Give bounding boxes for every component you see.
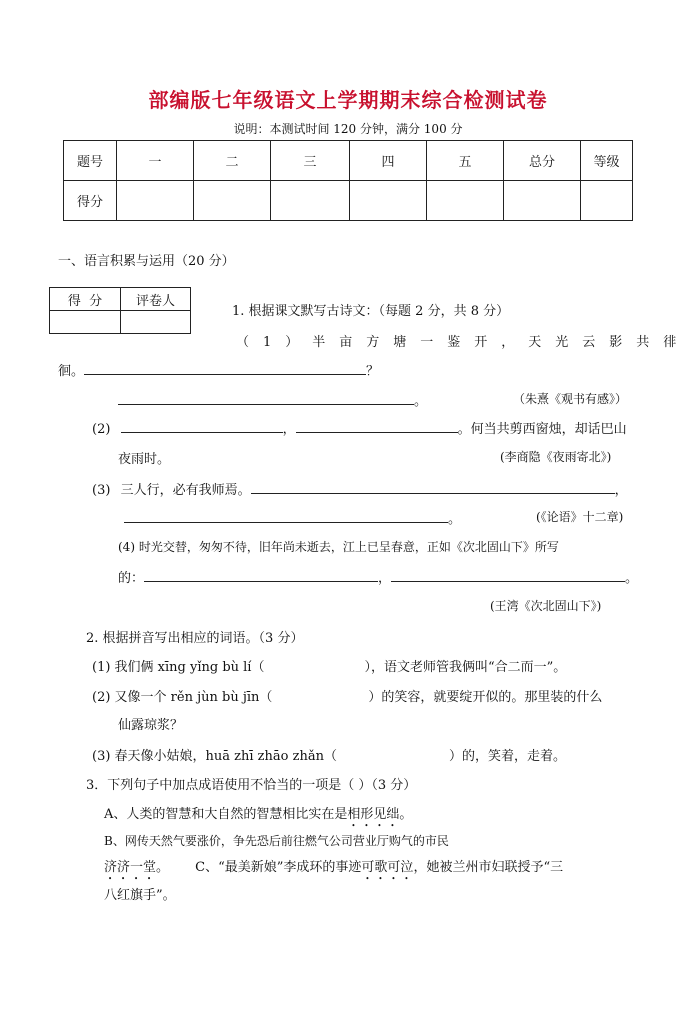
answer-blank[interactable] [391, 569, 625, 582]
score-cell [504, 181, 581, 221]
q3-a-pre: A、人类的智慧和大自然的智慧相比实在是 [104, 807, 348, 822]
answer-blank[interactable] [144, 569, 378, 582]
q1-p1-qmark: ？ [366, 364, 380, 379]
q3-a-post: 。 [399, 807, 413, 822]
score-header-cell: 二 [194, 141, 271, 181]
q1-p3-source: (《论语》十二章) [536, 510, 624, 524]
score-header-cell: 等级 [581, 141, 633, 181]
grader-score-cell [50, 311, 121, 334]
q3-b-idiom: 济济一堂 [104, 860, 157, 875]
score-header-cell: 四 [350, 141, 427, 181]
grader-reviewer-label: 评卷人 [121, 288, 191, 311]
q1-p3-line2 [124, 508, 461, 527]
q2-item-a [92, 656, 566, 675]
score-table-score-row [64, 181, 633, 221]
q1-p2-source: (李商隐《夜雨寄北》) [500, 450, 612, 464]
score-header-cell: 三 [271, 141, 350, 181]
q3-c-pre: C、“最美新娘”李成环的事迹 [195, 860, 362, 875]
q1-p1-line2 [58, 360, 379, 379]
q1-p4-comma: ， [378, 571, 392, 586]
answer-blank[interactable] [296, 420, 458, 433]
answer-blank[interactable] [84, 362, 366, 375]
q1-p4-end: 。 [625, 571, 639, 586]
q2-b-lead: (2) 又像一个 rěn jùn bù jīn（ [92, 690, 273, 705]
q2-a-tail: ），语文老师管我俩叫“合二而一”。 [364, 660, 567, 675]
q2-stem: 2. 根据拼音写出相应的词语。（3 分） [86, 631, 304, 646]
q3-option-b-line1: B、网传天然气要涨价，争先恐后前往燃气公司营业厅购气的市民 [104, 834, 449, 848]
q1-p4-lead: 的： [118, 571, 145, 586]
answer-blank[interactable] [251, 481, 615, 494]
score-cell [117, 181, 194, 221]
q3-stem: 3．下列句子中加点成语使用不恰当的一项是（ ）（3 分） [86, 778, 417, 793]
q2-b-cont: 仙露琼浆？ [118, 718, 184, 733]
q1-p4-source: (王湾《次北固山下》) [490, 599, 602, 613]
q1-p3-line1 [92, 479, 628, 498]
q1-p2-tail: 。何当共剪西窗烛，却话巴山 [457, 422, 627, 437]
score-row-label: 得分 [64, 181, 117, 221]
score-cell [194, 181, 271, 221]
q2-a-lead: (1) 我们俩 xīng yǐng bù lí（ [92, 660, 265, 675]
q1-p3-num: (3) [92, 483, 111, 498]
score-cell [581, 181, 633, 221]
q2-item-c [92, 745, 566, 764]
score-header-cell: 题号 [64, 141, 117, 181]
answer-blank[interactable] [121, 420, 283, 433]
q1-p2-cont: 夜雨时。 [118, 452, 171, 467]
grader-score-label: 得 分 [50, 288, 121, 311]
section-heading: 一、语言积累与运用（20 分） [58, 254, 235, 269]
page-title: 部编版七年级语文上学期期末综合检测试卷 [148, 88, 548, 112]
q1-p1-cont: 徊。 [58, 364, 85, 379]
q1-p4-line2 [118, 567, 638, 586]
score-table-header-row [64, 141, 633, 181]
q1-p2-num: (2) [92, 422, 111, 437]
grader-reviewer-cell [121, 311, 191, 334]
q1-p1-lead: （1）半亩方塘一鉴开，天光云影共徘 [236, 335, 691, 350]
q2-c-lead: (3) 春天像小姑娘，huā zhī zhāo zhǎn（ [92, 749, 337, 764]
q1-stem: 1. 根据课文默写古诗文：（每题 2 分，共 8 分） [232, 304, 510, 319]
score-cell [271, 181, 350, 221]
q1-p1-source: （朱熹《观书有感》） [513, 392, 628, 406]
q3-option-b-c-line [104, 856, 563, 883]
q1-p2-line1 [92, 418, 627, 437]
q1-p4-text: (4) 时光交替，匆匆不待，旧年尚未逝去，江上已呈春意，正如《次北固山下》所写 [118, 540, 559, 554]
score-header-cell: 五 [427, 141, 504, 181]
score-cell [427, 181, 504, 221]
score-table [63, 140, 633, 221]
score-header-cell: 一 [117, 141, 194, 181]
q3-c-mid: ，她被兰州市妇联授予“三 [413, 860, 564, 875]
exam-note: 说明：本测试时间 120 分钟，满分 100 分 [233, 122, 463, 136]
q3-option-a [104, 803, 412, 830]
q1-p3-end: 。 [448, 512, 462, 527]
answer-blank[interactable] [124, 510, 448, 523]
q1-p2-comma: ， [282, 422, 296, 437]
q1-p3-lead: 三人行，必有我师焉。 [120, 483, 251, 498]
score-cell [350, 181, 427, 221]
q3-c-idiom: 可歌可泣 [361, 860, 414, 875]
q1-p3-comma: ， [614, 483, 628, 498]
score-header-cell: 总分 [504, 141, 581, 181]
q3-c-cont: 八红旗手”。 [104, 888, 176, 903]
q2-item-b [92, 686, 602, 705]
q1-p1-line3 [118, 390, 427, 409]
grader-table [49, 287, 191, 334]
q3-a-idiom: 相形见绌 [347, 807, 400, 822]
q2-b-tail: ）的笑容，就要绽开似的。那里装的什么 [368, 690, 603, 705]
q1-p1-end: 。 [414, 394, 428, 409]
q2-c-tail: ）的，笑着，走着。 [448, 749, 566, 764]
q3-b-post: 。 [156, 860, 170, 875]
answer-blank[interactable] [118, 392, 414, 405]
